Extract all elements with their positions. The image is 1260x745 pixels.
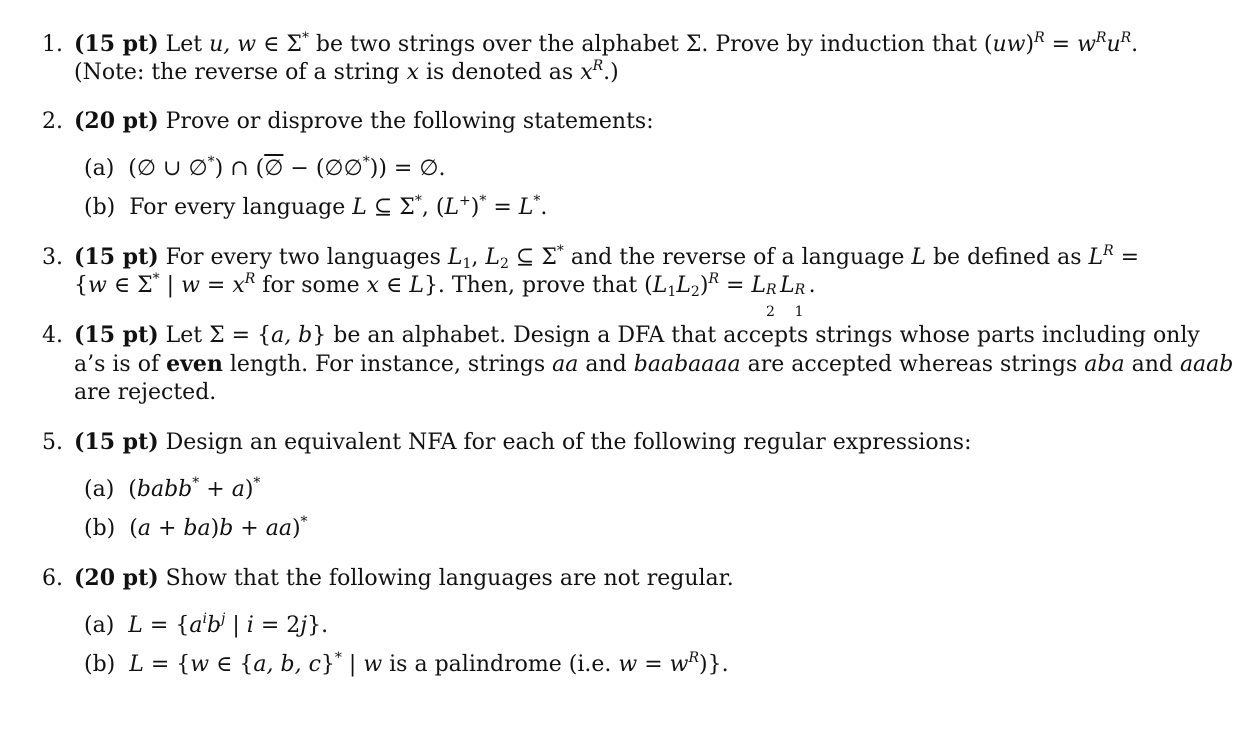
problem-points: (15 pt) — [74, 31, 159, 57]
problem-2 — [42, 107, 654, 136]
problem-1-line-2: (Note: the reverse of a string x is denoted as $x^R$.) — [74, 58, 619, 85]
problem-1-line-1: Let u, w ∈ Σ* be two strings over the alphabet Σ. Prove by induction that $(uw)^R = w^Ru^R$. — [165, 30, 1139, 57]
part-label: (a) — [84, 613, 115, 638]
problem-4-line-1: Let Σ = {a, b} be an alphabet. Design a DFA that accepts strings whose parts including only — [165, 323, 1200, 348]
problem-5-part-a — [84, 476, 260, 504]
problem-2-part-b — [84, 194, 547, 222]
problem-6-part-a — [84, 612, 328, 640]
problem-number: 6. — [42, 566, 63, 591]
problem-number: 1. — [42, 32, 63, 57]
part-label: (a) — [84, 156, 115, 181]
part-text: L = {w ∈ {a, b, c}* | w is a palindrome (i.e. $w = w^R$)}. — [129, 650, 729, 677]
problem-points: (15 pt) — [74, 322, 159, 348]
problem-points: (15 pt) — [74, 429, 159, 455]
problem-number: 5. — [42, 430, 63, 455]
problem-2-intro: Prove or disprove the following statements: — [165, 109, 654, 134]
part-text: (babb* + a)* — [128, 475, 261, 502]
problem-4-line-3: are rejected. — [74, 380, 217, 405]
problem-3-line-2: {w ∈ Σ* | $w = x^R$ for some x ∈ L}. Then, prove that $(L_1L_2)^R = L$ R 2 L R 1 . — [74, 271, 816, 320]
part-text: For every language L ⊆ Σ*, (L+)* = L*. — [129, 193, 548, 220]
problem-number: 3. — [42, 245, 63, 270]
problem-6-intro: Show that the following languages are not regular. — [165, 566, 734, 591]
part-text: $L = \{a^ib^j$ | i = 2j}. — [128, 611, 329, 638]
problem-4 — [42, 321, 1200, 350]
part-label: (b) — [84, 652, 116, 677]
problem-number: 4. — [42, 323, 63, 348]
problem-3 — [42, 243, 1139, 272]
problem-2-part-a — [84, 155, 446, 183]
problem-6-part-b — [84, 651, 729, 679]
problem-points: (20 pt) — [74, 108, 159, 134]
part-label: (b) — [84, 195, 116, 220]
part-text: (∅ ∪ ∅*) ∩ (∅ − (∅∅*)) = ∅. — [128, 154, 446, 181]
problem-4-line-2: a’s is of even length. For instance, strings aa and baabaaaa are accepted whereas strings aba and aaab — [74, 351, 1234, 377]
part-label: (a) — [84, 477, 115, 502]
problem-points: (15 pt) — [74, 244, 159, 270]
problem-1 — [42, 30, 1138, 59]
problem-points: (20 pt) — [74, 565, 159, 591]
part-label: (b) — [84, 516, 116, 541]
problem-6 — [42, 564, 734, 593]
problem-3-line-1: For every two languages $L_1$, $L_2$ ⊆ Σ* and the reverse of a language L be defined as $L^R$ = — [165, 243, 1140, 272]
problem-5-part-b — [84, 515, 308, 543]
problem-5-intro: Design an equivalent NFA for each of the following regular expressions: — [165, 430, 972, 455]
part-text: (a + ba)b + aa)* — [129, 514, 308, 541]
problem-number: 2. — [42, 109, 63, 134]
problem-5 — [42, 428, 972, 457]
